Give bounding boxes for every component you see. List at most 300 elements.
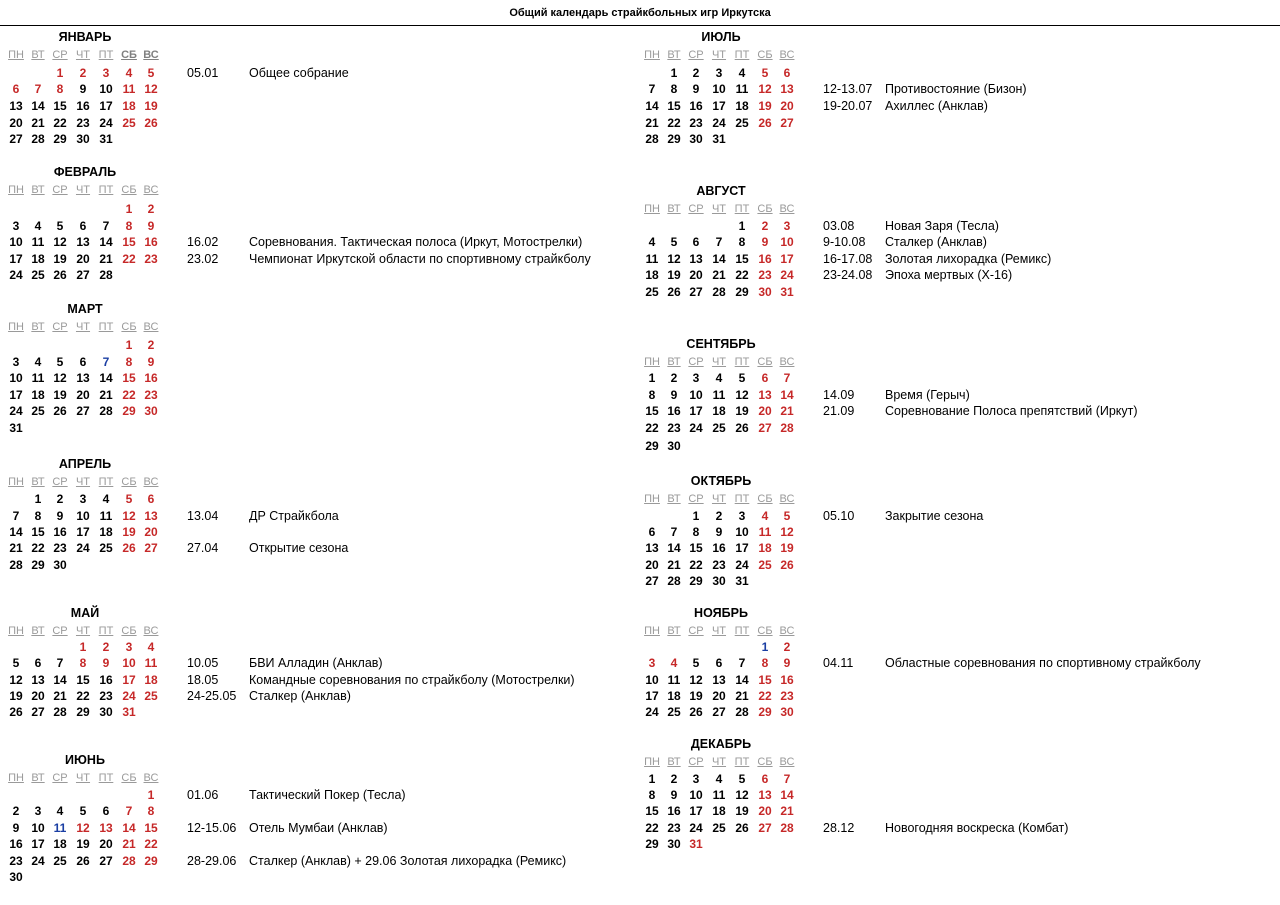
calendar-day: 29 bbox=[689, 574, 703, 588]
calendar-day: 11 bbox=[712, 788, 726, 802]
calendar-day: 5 bbox=[670, 235, 678, 249]
weekday-header: СБ bbox=[121, 184, 137, 196]
calendar-day: 15 bbox=[689, 541, 703, 555]
calendar-day: 27 bbox=[689, 285, 703, 299]
calendar-day: 25 bbox=[758, 558, 772, 572]
calendar-day: 14 bbox=[31, 99, 45, 113]
event-date: 12-15.06 bbox=[187, 821, 237, 835]
weekday-header: ПН bbox=[8, 772, 24, 784]
calendar-day: 28 bbox=[53, 705, 67, 719]
calendar-day: 17 bbox=[735, 541, 749, 555]
calendar-day: 4 bbox=[738, 66, 746, 80]
calendar-day: 6 bbox=[715, 656, 723, 670]
calendar-day: 16 bbox=[144, 235, 158, 249]
calendar-day: 20 bbox=[31, 689, 45, 703]
calendar-day: 21 bbox=[735, 689, 749, 703]
weekday-header: ПТ bbox=[734, 49, 750, 61]
calendar-day: 23 bbox=[99, 689, 113, 703]
calendar-day: 19 bbox=[144, 99, 158, 113]
calendar-day: 26 bbox=[735, 821, 749, 835]
weekday-header: ЧТ bbox=[75, 772, 91, 784]
weekday-header: СР bbox=[52, 476, 68, 488]
weekday-header: ПН bbox=[8, 476, 24, 488]
event-title: Соревнование Полоса препятствий (Иркут) bbox=[885, 404, 1138, 418]
calendar-day: 14 bbox=[9, 525, 23, 539]
weekday-header: ВС bbox=[779, 356, 795, 368]
event-date: 16-17.08 bbox=[823, 252, 873, 266]
weekday-header: ПТ bbox=[734, 493, 750, 505]
calendar-day: 27 bbox=[31, 705, 45, 719]
calendar-day: 18 bbox=[712, 804, 726, 818]
calendar-day: 15 bbox=[758, 673, 772, 687]
event-date: 14.09 bbox=[823, 388, 855, 402]
calendar-day: 6 bbox=[147, 492, 155, 506]
weekday-header: СБ bbox=[757, 493, 773, 505]
calendar-day: 16 bbox=[758, 252, 772, 266]
calendar-day: 13 bbox=[99, 821, 113, 835]
event-title: Новогодняя воскреска (Комбат) bbox=[885, 821, 1069, 835]
weekday-header: ВТ bbox=[31, 321, 45, 333]
calendar-day: 20 bbox=[76, 388, 90, 402]
calendar-day: 23 bbox=[758, 268, 772, 282]
calendar-day: 31 bbox=[122, 705, 136, 719]
month-name: ИЮЛЬ bbox=[701, 30, 741, 44]
calendar-day: 17 bbox=[99, 99, 113, 113]
calendar-day: 19 bbox=[689, 689, 703, 703]
calendar-day: 13 bbox=[758, 788, 772, 802]
calendar-day: 15 bbox=[144, 821, 158, 835]
calendar-day: 3 bbox=[12, 355, 20, 369]
calendar-day: 16 bbox=[99, 673, 113, 687]
calendar-day: 24 bbox=[9, 404, 23, 418]
calendar-day: 21 bbox=[780, 804, 794, 818]
calendar-day: 17 bbox=[689, 404, 703, 418]
calendar-day: 3 bbox=[34, 804, 42, 818]
weekday-header: ВС bbox=[143, 321, 159, 333]
calendar-day: 15 bbox=[645, 404, 659, 418]
calendar-day: 18 bbox=[53, 837, 67, 851]
calendar-day: 23 bbox=[144, 252, 158, 266]
calendar-day: 6 bbox=[761, 772, 769, 786]
weekday-header: ВТ bbox=[667, 203, 681, 215]
weekday-header: СР bbox=[688, 203, 704, 215]
event-date: 27.04 bbox=[187, 541, 219, 555]
calendar-day: 7 bbox=[12, 509, 20, 523]
calendar-day: 5 bbox=[147, 66, 155, 80]
calendar-day: 15 bbox=[645, 804, 659, 818]
weekday-header: ПН bbox=[644, 203, 660, 215]
calendar-day: 16 bbox=[712, 541, 726, 555]
calendar-day: 29 bbox=[122, 404, 136, 418]
weekday-header: СР bbox=[688, 493, 704, 505]
calendar-day: 12 bbox=[122, 509, 136, 523]
calendar-day: 1 bbox=[761, 640, 769, 654]
calendar-day: 13 bbox=[645, 541, 659, 555]
calendar-day: 6 bbox=[12, 82, 20, 96]
calendar-day: 14 bbox=[53, 673, 67, 687]
calendar-day: 8 bbox=[125, 355, 133, 369]
calendar-day: 3 bbox=[102, 66, 110, 80]
weekday-header: СБ bbox=[121, 321, 137, 333]
calendar-day: 10 bbox=[780, 235, 794, 249]
calendar-day: 22 bbox=[758, 689, 772, 703]
calendar-day: 16 bbox=[689, 99, 703, 113]
calendar-day: 17 bbox=[689, 804, 703, 818]
calendar-day: 21 bbox=[780, 404, 794, 418]
calendar-day: 19 bbox=[53, 388, 67, 402]
calendar-day: 11 bbox=[667, 673, 681, 687]
month-name: ЯНВАРЬ bbox=[58, 30, 112, 44]
calendar-day: 22 bbox=[144, 837, 158, 851]
calendar-day: 23 bbox=[144, 388, 158, 402]
event-title: Соревнования. Тактическая полоса (Иркут, Мотострелки) bbox=[249, 235, 583, 249]
event-title: Время (Герыч) bbox=[885, 388, 970, 402]
weekday-header: ПТ bbox=[98, 476, 114, 488]
weekday-header: СР bbox=[52, 49, 68, 61]
calendar-day: 15 bbox=[122, 235, 136, 249]
calendar-day: 28 bbox=[122, 854, 136, 868]
calendar-day: 14 bbox=[667, 541, 681, 555]
calendar-day: 13 bbox=[144, 509, 158, 523]
calendar-day: 21 bbox=[31, 116, 45, 130]
event-date: 10.05 bbox=[187, 656, 219, 670]
weekday-header: ВТ bbox=[31, 49, 45, 61]
weekday-header: ПТ bbox=[734, 356, 750, 368]
calendar-day: 28 bbox=[780, 821, 794, 835]
calendar-day: 4 bbox=[147, 640, 155, 654]
calendar-day: 17 bbox=[76, 525, 90, 539]
calendar-day: 20 bbox=[780, 99, 794, 113]
calendar-day: 1 bbox=[147, 788, 155, 802]
calendar-day: 24 bbox=[735, 558, 749, 572]
calendar-day: 15 bbox=[76, 673, 90, 687]
calendar-day: 8 bbox=[34, 509, 42, 523]
calendar-day: 6 bbox=[761, 371, 769, 385]
event-title: Эпоха мертвых (Х-16) bbox=[885, 268, 1013, 282]
calendar-day: 3 bbox=[648, 656, 656, 670]
weekday-header: ВТ bbox=[667, 756, 681, 768]
calendar-day: 8 bbox=[79, 656, 87, 670]
calendar-day: 6 bbox=[692, 235, 700, 249]
calendar-day: 9 bbox=[12, 821, 20, 835]
calendar-day: 12 bbox=[780, 525, 794, 539]
weekday-header: ЧТ bbox=[75, 321, 91, 333]
calendar-day: 30 bbox=[689, 132, 703, 146]
calendar-day: 16 bbox=[9, 837, 23, 851]
calendar-day: 29 bbox=[758, 705, 772, 719]
calendar-day: 1 bbox=[738, 219, 746, 233]
calendar-day: 2 bbox=[102, 640, 110, 654]
calendar-day: 9 bbox=[715, 525, 723, 539]
calendar-day: 1 bbox=[79, 640, 87, 654]
weekday-header: ВС bbox=[779, 49, 795, 61]
calendar-day: 23 bbox=[53, 541, 67, 555]
calendar-day: 9 bbox=[56, 509, 64, 523]
calendar-day: 30 bbox=[9, 870, 23, 884]
event-title: Золотая лихорадка (Ремикс) bbox=[885, 252, 1052, 266]
calendar-day: 31 bbox=[99, 132, 113, 146]
calendar-day: 3 bbox=[125, 640, 133, 654]
calendar-day: 26 bbox=[76, 854, 90, 868]
calendar-day: 12 bbox=[9, 673, 23, 687]
month-name: НОЯБРЬ bbox=[694, 606, 748, 620]
calendar-day: 3 bbox=[692, 371, 700, 385]
calendar-day: 24 bbox=[689, 821, 703, 835]
calendar-day: 20 bbox=[712, 689, 726, 703]
calendar-day: 25 bbox=[735, 116, 749, 130]
weekday-header: СБ bbox=[121, 625, 137, 637]
calendar-day: 5 bbox=[12, 656, 20, 670]
calendar-day: 12 bbox=[144, 82, 158, 96]
calendar-day: 11 bbox=[122, 82, 136, 96]
calendar-day: 17 bbox=[712, 99, 726, 113]
calendar-day: 11 bbox=[99, 509, 113, 523]
calendar-day: 10 bbox=[99, 82, 113, 96]
calendar-day: 7 bbox=[102, 355, 110, 369]
calendar-day: 15 bbox=[667, 99, 681, 113]
calendar-day: 21 bbox=[667, 558, 681, 572]
calendar-day: 30 bbox=[667, 439, 681, 453]
weekday-header: ПН bbox=[8, 184, 24, 196]
calendar-day: 7 bbox=[125, 804, 133, 818]
event-title: Новая Заря (Тесла) bbox=[885, 219, 999, 233]
calendar-day: 16 bbox=[76, 99, 90, 113]
calendar-day: 21 bbox=[99, 252, 113, 266]
calendar-day: 26 bbox=[758, 116, 772, 130]
weekday-header: ЧТ bbox=[711, 493, 727, 505]
calendar-day: 1 bbox=[125, 202, 133, 216]
weekday-header: ВТ bbox=[667, 49, 681, 61]
calendar-day: 5 bbox=[79, 804, 87, 818]
calendar-day: 25 bbox=[645, 285, 659, 299]
calendar-day: 31 bbox=[780, 285, 794, 299]
calendar-day: 24 bbox=[76, 541, 90, 555]
weekday-header: СБ bbox=[757, 356, 773, 368]
event-date: 21.09 bbox=[823, 404, 855, 418]
weekday-header: ЧТ bbox=[711, 356, 727, 368]
calendar-day: 26 bbox=[667, 285, 681, 299]
event-date: 28.12 bbox=[823, 821, 855, 835]
weekday-header: ЧТ bbox=[711, 49, 727, 61]
month-name: ИЮНЬ bbox=[65, 753, 105, 767]
weekday-header: ВС bbox=[779, 756, 795, 768]
calendar-day: 27 bbox=[76, 404, 90, 418]
weekday-header: ПТ bbox=[98, 625, 114, 637]
event-date: 03.08 bbox=[823, 219, 855, 233]
event-date: 28-29.06 bbox=[187, 854, 237, 868]
weekday-header: СР bbox=[52, 772, 68, 784]
weekday-header: СБ bbox=[121, 772, 137, 784]
calendar-day: 10 bbox=[689, 388, 703, 402]
title-divider bbox=[0, 25, 1280, 26]
weekday-header: ВС bbox=[143, 184, 159, 196]
calendar-day: 30 bbox=[780, 705, 794, 719]
calendar-day: 8 bbox=[648, 788, 656, 802]
calendar-day: 9 bbox=[692, 82, 700, 96]
weekday-header: ПТ bbox=[98, 184, 114, 196]
calendar-day: 28 bbox=[780, 421, 794, 435]
calendar-day: 12 bbox=[735, 388, 749, 402]
calendar-day: 20 bbox=[9, 116, 23, 130]
calendar-day: 18 bbox=[758, 541, 772, 555]
calendar-day: 21 bbox=[645, 116, 659, 130]
event-title: Сталкер (Анклав) bbox=[885, 235, 987, 249]
calendar-day: 14 bbox=[735, 673, 749, 687]
calendar-day: 19 bbox=[122, 525, 136, 539]
calendar-day: 15 bbox=[122, 371, 136, 385]
calendar-day: 12 bbox=[667, 252, 681, 266]
calendar-day: 8 bbox=[738, 235, 746, 249]
calendar-day: 20 bbox=[689, 268, 703, 282]
weekday-header: СР bbox=[688, 756, 704, 768]
calendar-day: 9 bbox=[761, 235, 769, 249]
weekday-header: ВС bbox=[779, 493, 795, 505]
calendar-day: 9 bbox=[79, 82, 87, 96]
calendar-day: 2 bbox=[783, 640, 791, 654]
calendar-day: 8 bbox=[761, 656, 769, 670]
event-date: 23-24.08 bbox=[823, 268, 873, 282]
calendar-day: 1 bbox=[670, 66, 678, 80]
weekday-header: СБ bbox=[757, 756, 773, 768]
weekday-header: СР bbox=[688, 49, 704, 61]
calendar-day: 15 bbox=[735, 252, 749, 266]
calendar-day: 12 bbox=[53, 235, 67, 249]
event-title: БВИ Алладин (Анклав) bbox=[249, 656, 383, 670]
calendar-day: 8 bbox=[56, 82, 64, 96]
calendar-day: 27 bbox=[758, 821, 772, 835]
weekday-header: ПТ bbox=[98, 321, 114, 333]
calendar-day: 12 bbox=[53, 371, 67, 385]
calendar-day: 7 bbox=[783, 371, 791, 385]
weekday-header: ЧТ bbox=[711, 625, 727, 637]
weekday-header: СБ bbox=[757, 49, 773, 61]
calendar-day: 7 bbox=[34, 82, 42, 96]
calendar-day: 5 bbox=[56, 355, 64, 369]
calendar-day: 10 bbox=[122, 656, 136, 670]
weekday-header: ЧТ bbox=[711, 203, 727, 215]
calendar-day: 9 bbox=[670, 788, 678, 802]
weekday-header: ПН bbox=[644, 756, 660, 768]
weekday-header: ЧТ bbox=[75, 625, 91, 637]
calendar-day: 25 bbox=[144, 689, 158, 703]
calendar-day: 17 bbox=[31, 837, 45, 851]
event-title: Отель Мумбаи (Анклав) bbox=[249, 821, 388, 835]
weekday-header: ПН bbox=[8, 49, 24, 61]
calendar-day: 29 bbox=[144, 854, 158, 868]
calendar-day: 23 bbox=[712, 558, 726, 572]
calendar-day: 17 bbox=[645, 689, 659, 703]
event-title: Сталкер (Анклав) + 29.06 Золотая лихорадка (Ремикс) bbox=[249, 854, 567, 868]
calendar-day: 13 bbox=[780, 82, 794, 96]
weekday-header: ЧТ bbox=[711, 756, 727, 768]
calendar-day: 1 bbox=[56, 66, 64, 80]
event-title: ДР Страйкбола bbox=[249, 509, 339, 523]
calendar-day: 29 bbox=[735, 285, 749, 299]
calendar-day: 25 bbox=[667, 705, 681, 719]
calendar-day: 28 bbox=[735, 705, 749, 719]
calendar-day: 26 bbox=[144, 116, 158, 130]
weekday-header: ВТ bbox=[31, 476, 45, 488]
month-name: МАРТ bbox=[67, 302, 103, 316]
calendar-day: 23 bbox=[9, 854, 23, 868]
calendar-day: 28 bbox=[667, 574, 681, 588]
calendar-day: 3 bbox=[738, 509, 746, 523]
event-date: 19-20.07 bbox=[823, 99, 873, 113]
calendar-day: 8 bbox=[692, 525, 700, 539]
calendar-day: 20 bbox=[99, 837, 113, 851]
calendar-day: 10 bbox=[31, 821, 45, 835]
calendar-day: 20 bbox=[645, 558, 659, 572]
calendar-day: 18 bbox=[735, 99, 749, 113]
calendar-day: 10 bbox=[712, 82, 726, 96]
month-name: ФЕВРАЛЬ bbox=[53, 165, 117, 179]
calendar-day: 26 bbox=[689, 705, 703, 719]
calendar-day: 11 bbox=[758, 525, 772, 539]
weekday-header: ПН bbox=[8, 321, 24, 333]
calendar-day: 31 bbox=[712, 132, 726, 146]
calendar-day: 18 bbox=[31, 388, 45, 402]
calendar-day: 7 bbox=[670, 525, 678, 539]
event-date: 18.05 bbox=[187, 673, 219, 687]
calendar-day: 2 bbox=[147, 202, 155, 216]
calendar-day: 28 bbox=[99, 404, 113, 418]
calendar-day: 14 bbox=[99, 371, 113, 385]
calendar-day: 2 bbox=[56, 492, 64, 506]
calendar-day: 11 bbox=[144, 656, 158, 670]
calendar-day: 27 bbox=[144, 541, 158, 555]
calendar-day: 26 bbox=[780, 558, 794, 572]
weekday-header: ВТ bbox=[667, 493, 681, 505]
event-date: 05.01 bbox=[187, 66, 219, 80]
calendar-day: 14 bbox=[712, 252, 726, 266]
calendar-day: 19 bbox=[758, 99, 772, 113]
calendar-day: 13 bbox=[31, 673, 45, 687]
event-date: 04.11 bbox=[823, 656, 854, 670]
calendar-day: 30 bbox=[758, 285, 772, 299]
weekday-header: ПТ bbox=[98, 772, 114, 784]
calendar-day: 2 bbox=[670, 371, 678, 385]
calendar-day: 13 bbox=[689, 252, 703, 266]
calendar-day: 19 bbox=[735, 404, 749, 418]
weekday-header: ПН bbox=[644, 49, 660, 61]
calendar-day: 19 bbox=[9, 689, 23, 703]
calendar-day: 12 bbox=[735, 788, 749, 802]
calendar-day: 4 bbox=[648, 235, 656, 249]
calendar-day: 6 bbox=[79, 219, 87, 233]
calendar-day: 4 bbox=[761, 509, 769, 523]
calendar-day: 5 bbox=[738, 772, 746, 786]
weekday-header: ПТ bbox=[734, 203, 750, 215]
calendar-day: 11 bbox=[31, 371, 45, 385]
calendar-day: 26 bbox=[9, 705, 23, 719]
calendar-day: 29 bbox=[76, 705, 90, 719]
month-name: ОКТЯБРЬ bbox=[690, 474, 752, 488]
weekday-header: ВТ bbox=[667, 356, 681, 368]
calendar-day: 24 bbox=[712, 116, 726, 130]
weekday-header: ПТ bbox=[734, 756, 750, 768]
calendar-day: 21 bbox=[53, 689, 67, 703]
calendar-day: 18 bbox=[122, 99, 136, 113]
calendar-day: 25 bbox=[99, 541, 113, 555]
calendar-day: 12 bbox=[689, 673, 703, 687]
calendar-day: 25 bbox=[53, 854, 67, 868]
calendar-day: 27 bbox=[76, 268, 90, 282]
calendar-day: 4 bbox=[34, 219, 42, 233]
calendar-day: 5 bbox=[692, 656, 700, 670]
calendar-day: 14 bbox=[780, 788, 794, 802]
event-title: Открытие сезона bbox=[249, 541, 349, 555]
calendar-day: 30 bbox=[144, 404, 158, 418]
